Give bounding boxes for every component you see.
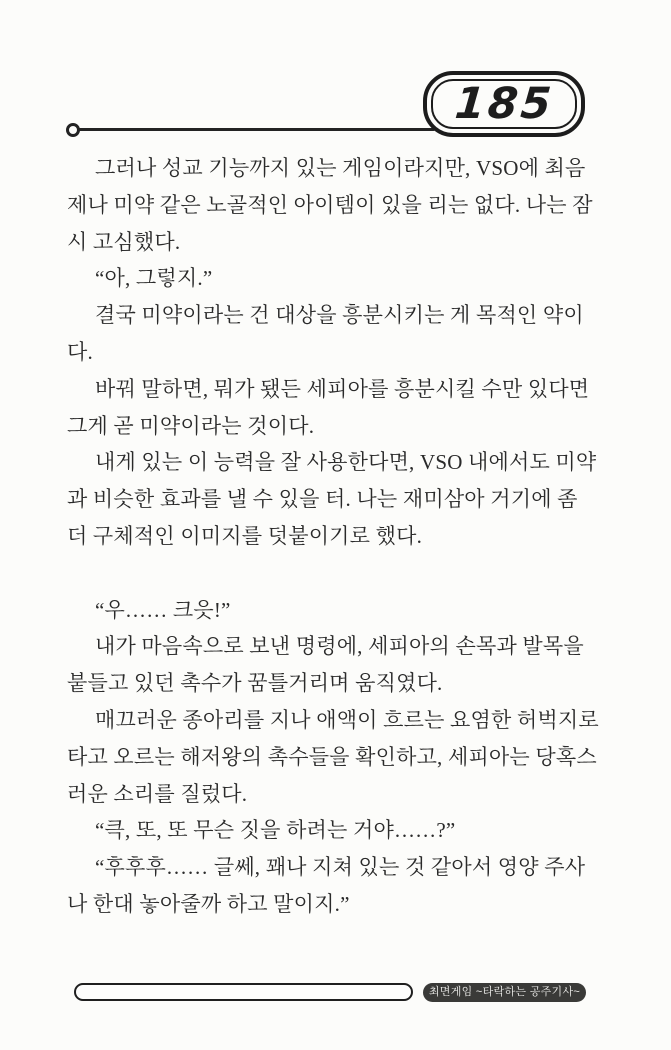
text-line: 붙들고 있던 촉수가 꿈틀거리며 움직였다.: [67, 671, 443, 696]
text-line: 내가 마음속으로 보낸 명령에, 세피아의 손목과 발목을: [95, 634, 584, 659]
text-line: 매끄러운 종아리를 지나 애액이 흐르는 요염한 허벅지로: [95, 707, 599, 732]
body-text: [67, 150, 607, 923]
text-line: 그게 곧 미약이라는 것이다.: [67, 413, 315, 438]
text-line: 더 구체적인 이미지를 덧붙이기로 했다.: [67, 523, 423, 548]
text-line: 러운 소리를 질렀다.: [67, 781, 248, 806]
text-line: “우…… 크읏!”: [95, 597, 231, 622]
blank-line: [67, 555, 607, 592]
page-number-badge-inner: [431, 79, 577, 129]
text-line: 내게 있는 이 능력을 잘 사용한다면, VSO 내에서도 미약: [95, 450, 597, 475]
text-line: 바꿔 말하면, 뭐가 됐든 세피아를 흥분시킬 수만 있다면: [95, 376, 590, 401]
text-line: “아, 그렇지.”: [95, 266, 213, 291]
text-line: “큭, 또, 또 무슨 짓을 하려는 거야……?”: [95, 818, 456, 843]
page-number: 185: [452, 78, 556, 129]
footer-series-title: 최면게임 ~타락하는 공주기사~: [428, 986, 581, 998]
text-line: 과 비슷한 효과를 낼 수 있을 터. 나는 재미삼아 거기에 좀: [67, 487, 578, 512]
header-rule: [73, 128, 435, 131]
text-line: 그러나 성교 기능까지 있는 게임이라지만, VSO에 최음: [95, 156, 586, 180]
text-line: 제나 미약 같은 노골적인 아이템이 있을 리는 없다. 나는 잠: [67, 192, 593, 217]
text-line: 시 고심했다.: [67, 229, 181, 254]
text-line: “후후후…… 글쎄, 꽤나 지쳐 있는 것 같아서 영양 주사: [95, 855, 586, 880]
text-line: 나 한대 놓아줄까 하고 말이지.”: [67, 891, 350, 916]
header-rule-end-ring-icon: [66, 123, 80, 137]
footer-series-badge: [423, 983, 586, 1002]
footer-rule-pill: [74, 983, 413, 1001]
text-line: 다.: [67, 339, 93, 364]
page-number-badge: [423, 71, 585, 137]
text-line: 타고 오르는 해저왕의 촉수들을 확인하고, 세피아는 당혹스: [67, 744, 597, 769]
text-line: 결국 미약이라는 건 대상을 흥분시키는 게 목적인 약이: [95, 303, 584, 328]
